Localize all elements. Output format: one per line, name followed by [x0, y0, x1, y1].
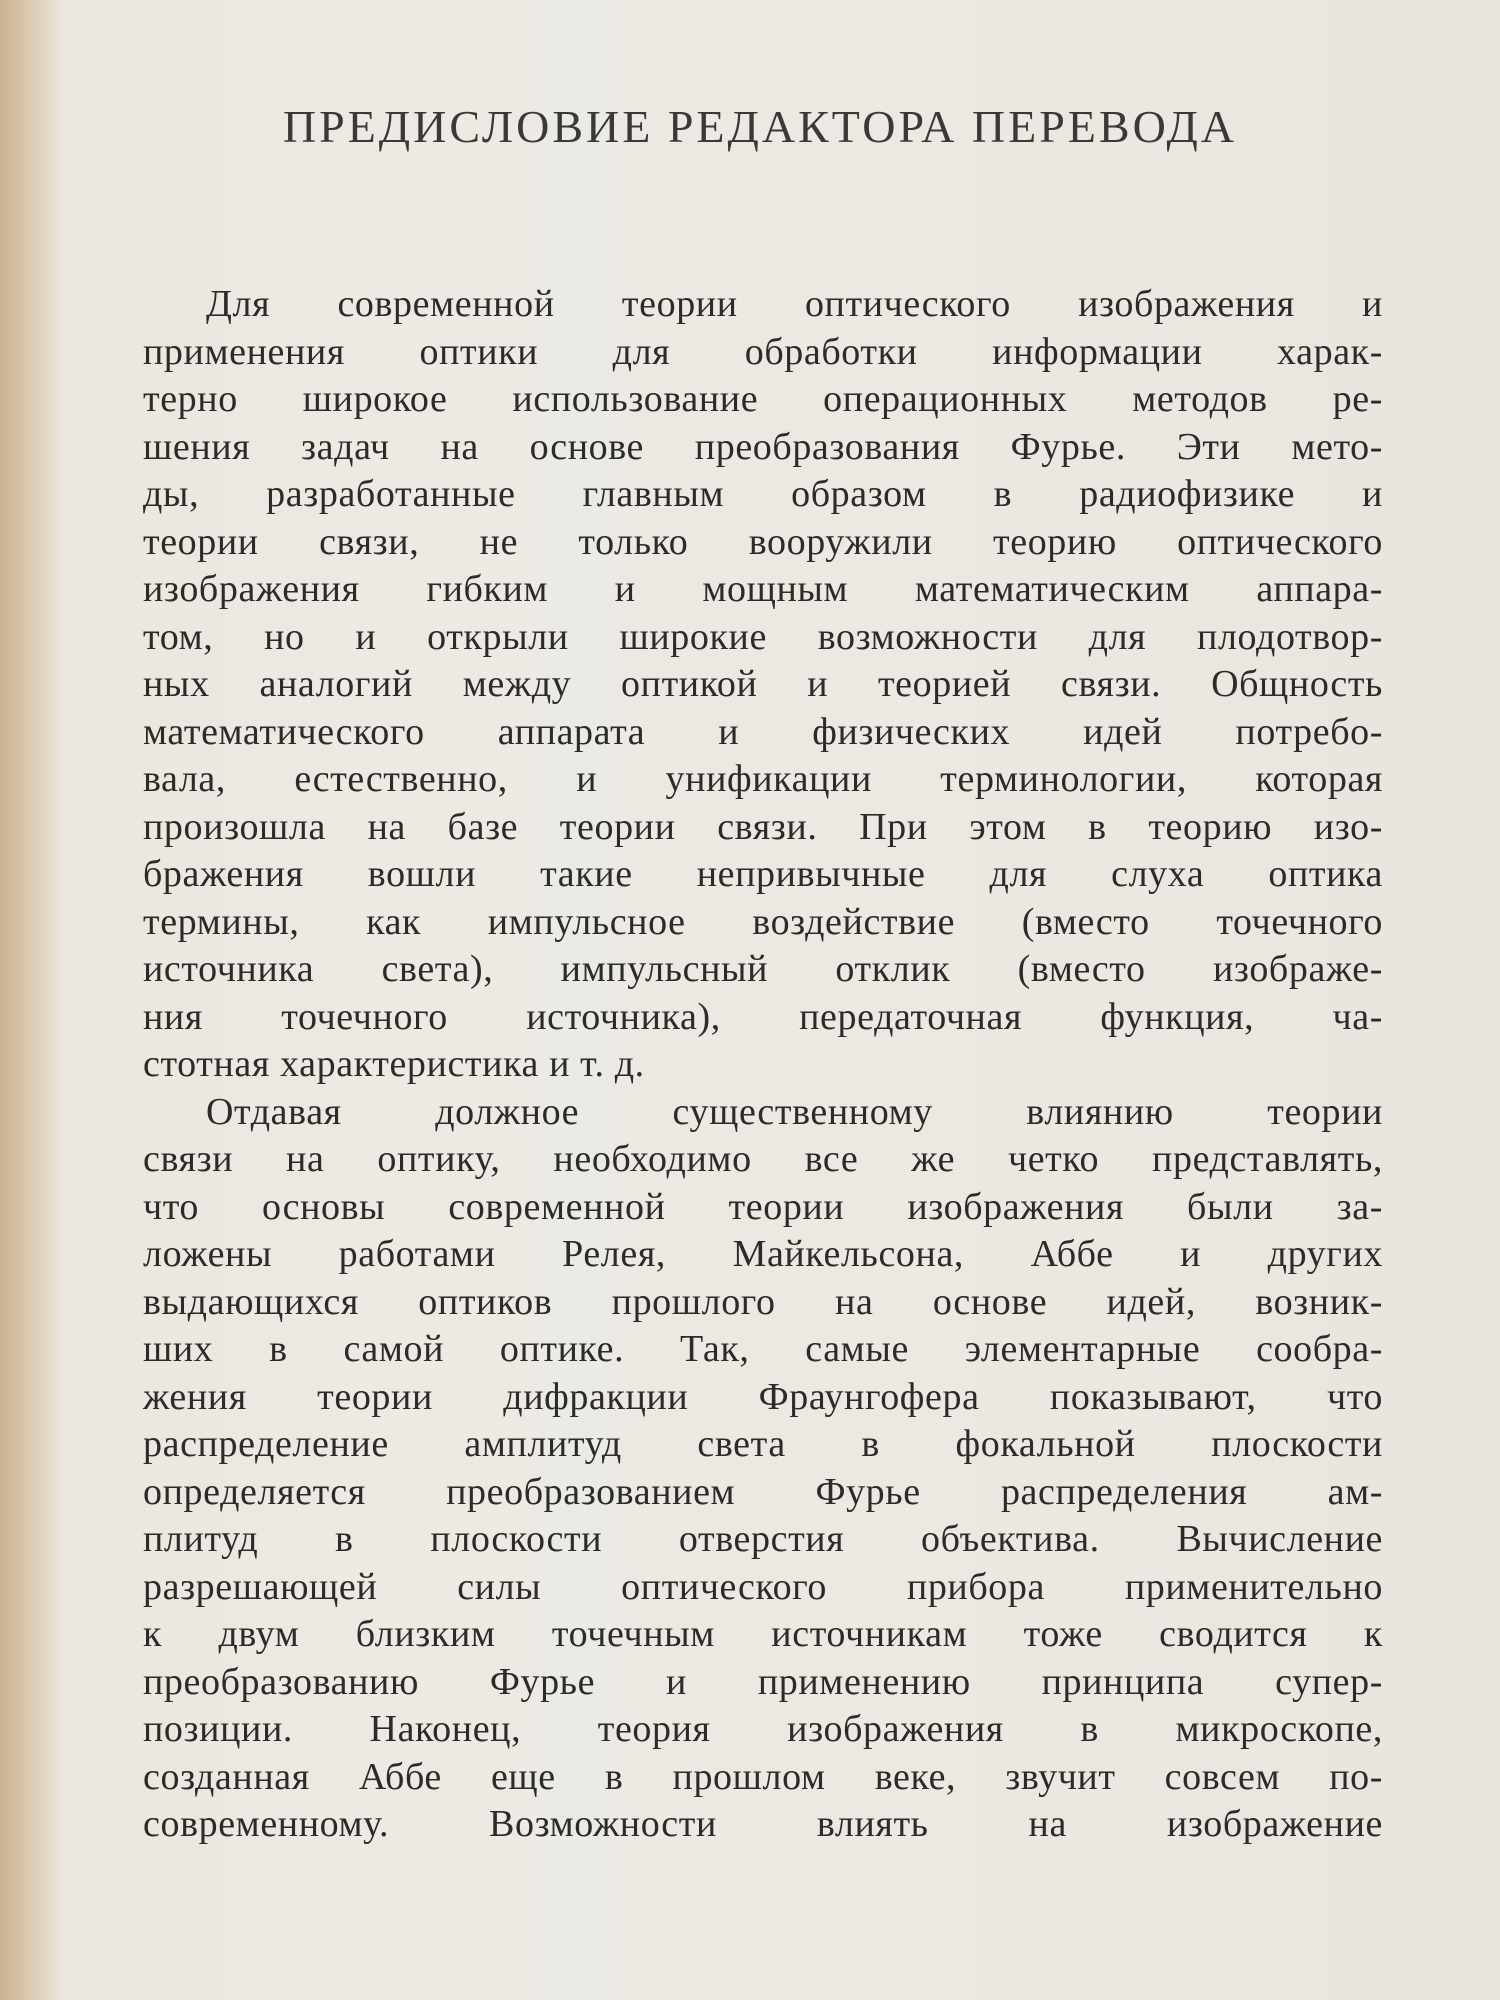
text-line: преобразованию Фурье и применению принципа супер- [143, 1660, 1383, 1703]
text-line: терно широкое использование операционных методов ре- [143, 378, 1383, 420]
text-line: Для современной теории оптического изображения и [206, 283, 1383, 325]
text-line: произошла на базе теории связи. При этом в теорию изо- [143, 805, 1383, 848]
text-line: источника света), импульсный отклик (вместо изображе- [143, 948, 1383, 990]
text-line: определяется преобразованием Фурье распределения ам- [143, 1470, 1383, 1513]
text-line: ных аналогий между оптикой и теорией связи. Общность [143, 663, 1383, 705]
text-line: том, но и открыли широкие возможности для плодотвор- [143, 615, 1383, 658]
text-line: выдающихся оптиков прошлого на основе идей, возник- [143, 1280, 1383, 1323]
text-line: Отдавая должное существенному влиянию теории [206, 1090, 1383, 1133]
text-line: распределение амплитуд света в фокальной плоскости [143, 1423, 1383, 1465]
text-line: вала, естественно, и унификации терминологии, которая [143, 758, 1383, 800]
text-line: изображения гибким и мощным математическим аппара- [143, 568, 1383, 610]
page-heading: ПРЕДИСЛОВИЕ РЕДАКТОРА ПЕРЕВОДА [282, 101, 1238, 152]
text-line: ды, разработанные главным образом в радиофизике и [143, 473, 1383, 515]
text-line: стотная характеристика и т. д. [143, 1043, 645, 1085]
text-line: математического аппарата и физических идей потребо- [143, 710, 1383, 753]
text-line: плитуд в плоскости отверстия объектива. Вычисление [143, 1518, 1383, 1560]
text-line: ших в самой оптике. Так, самые элементарные сообра- [143, 1328, 1383, 1370]
page-gutter-shadow [0, 0, 60, 2000]
text-line: шения задач на основе преобразования Фурье. Эти мето- [143, 425, 1383, 468]
text-line: что основы современной теории изображения были за- [143, 1185, 1383, 1228]
text-line: связи на оптику, необходимо все же четко представлять, [143, 1138, 1383, 1180]
text-line: разрешающей силы оптического прибора применительно [143, 1565, 1383, 1608]
text-line: позиции. Наконец, теория изображения в микроскопе, [143, 1708, 1383, 1750]
text-line: применения оптики для обработки информации харак- [143, 330, 1383, 373]
text-line: современному. Возможности влиять на изображение [143, 1803, 1383, 1845]
text-line: ложены работами Релея, Майкельсона, Аббе и других [143, 1233, 1383, 1275]
text-line: теории связи, не только вооружили теорию оптического [143, 520, 1383, 563]
text-line: ния точечного источника), передаточная функция, ча- [143, 995, 1383, 1038]
text-line: к двум близким точечным источникам тоже сводится к [143, 1613, 1383, 1655]
body-text [143, 281, 1383, 1849]
text-line: бражения вошли такие непривычные для слуха оптика [143, 853, 1383, 895]
text-line: термины, как импульсное воздействие (вместо точечного [143, 900, 1383, 943]
text-line: жения теории дифракции Фраунгофера показывают, что [143, 1375, 1383, 1418]
text-line: созданная Аббе еще в прошлом веке, звучит совсем по- [143, 1755, 1383, 1798]
